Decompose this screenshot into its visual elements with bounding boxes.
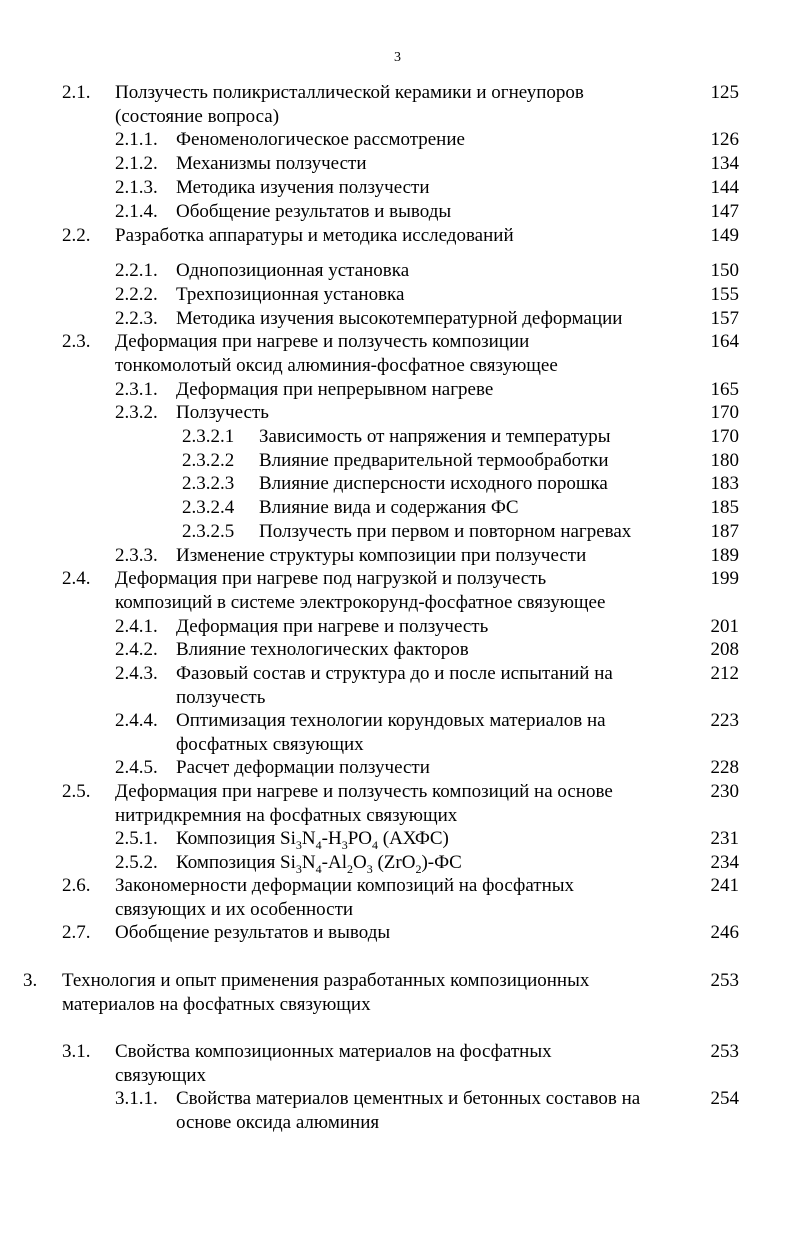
toc-entry-title (259, 496, 699, 520)
toc-entry-title (115, 1040, 695, 1088)
toc-entry (0, 780, 795, 826)
toc-entry (0, 520, 795, 544)
toc-entry-title (176, 544, 696, 568)
toc-entry-page: 149 (710, 225, 739, 246)
toc-entry-number: 2.1.3. (115, 177, 158, 198)
toc-entry-title-line: Феноменологическое рассмотрение (176, 129, 465, 150)
toc-entry (0, 756, 795, 780)
toc-entry (0, 152, 795, 176)
toc-entry-title (115, 567, 695, 615)
toc-entry-title (176, 152, 696, 176)
toc-entry (0, 567, 795, 613)
toc-entry-title-line: Методика изучения ползучести (176, 177, 430, 198)
toc-entry (0, 259, 795, 283)
toc-entry-title-line: Ползучесть поликристаллической керамики и огнеупоров (115, 82, 584, 103)
toc-entry-title (115, 330, 695, 378)
page-number: 3 (394, 50, 401, 65)
toc-entry-title-line: Расчет деформации ползучести (176, 757, 430, 778)
toc-entry-page: 144 (710, 177, 739, 198)
toc-entry-title (176, 259, 696, 283)
toc-entry-title-line: тонкомолотый оксид алюминия-фосфатное связующее (115, 355, 558, 376)
toc-entry-number: 2.2. (62, 225, 91, 246)
toc-entry-title-line: Оптимизация технологии корундовых материалов на (176, 710, 606, 731)
toc-entry-number: 2.2.3. (115, 308, 158, 329)
toc-entry (0, 224, 795, 248)
toc-entry-title-line: Разработка аппаратуры и методика исследований (115, 225, 514, 246)
toc-entry-page: 180 (710, 450, 739, 471)
toc-entry-title-line: Свойства композиционных материалов на фосфатных (115, 1041, 552, 1062)
toc-entry-title (176, 709, 696, 757)
toc-entry-title (115, 874, 695, 922)
toc-entry (0, 307, 795, 331)
toc-entry (0, 662, 795, 708)
toc-entry-title-line: (состояние вопроса) (115, 106, 280, 127)
toc-entry-title (62, 969, 692, 1017)
toc-entry (0, 1040, 795, 1086)
toc-entry-title-line: Деформация при нагреве и ползучесть композиций на основе (115, 781, 613, 802)
toc-entry-number: 2.3.2.1 (182, 426, 235, 447)
toc-entry-title (176, 615, 696, 639)
toc-entry-number: 2.4.5. (115, 757, 158, 778)
toc-entry (0, 709, 795, 755)
toc-entry-number: 2.3.2.3 (182, 473, 235, 494)
toc-entry-title-line: Ползучесть (176, 402, 269, 423)
toc-entry-page: 170 (710, 402, 739, 423)
toc-entry-number: 2.4.1. (115, 616, 158, 637)
toc-entry (0, 378, 795, 402)
toc-entry-title-line: Деформация при нагреве и ползучесть (176, 616, 489, 637)
toc-entry-title-line: Зависимость от напряжения и температуры (259, 426, 611, 447)
toc-entry-number: 2.4.4. (115, 710, 158, 731)
toc-entry-number: 2.3.2. (115, 402, 158, 423)
toc-entry-title (115, 224, 695, 248)
toc-entry-title-line: Трехпозиционная установка (176, 284, 405, 305)
toc-entry (0, 827, 795, 851)
toc-entry-number: 2.1.4. (115, 201, 158, 222)
toc-entry-title (176, 401, 696, 425)
toc-entry-page: 231 (710, 828, 739, 849)
toc-entry-title (176, 307, 696, 331)
toc-entry-number: 2.1.1. (115, 129, 158, 150)
toc-entry-number: 2.3. (62, 331, 91, 352)
toc-entry (0, 81, 795, 127)
toc-entry-page: 125 (710, 82, 739, 103)
toc-entry (0, 449, 795, 473)
toc-entry-number: 2.4. (62, 568, 91, 589)
toc-entry (0, 330, 795, 376)
toc-entry-page: 223 (710, 710, 739, 731)
toc-entry-title (259, 449, 699, 473)
toc-entry-number: 2.3.2.2 (182, 450, 235, 471)
toc-entry-title-line: связующих (115, 1065, 206, 1086)
toc-entry-title (176, 283, 696, 307)
toc-entry-title-line: ползучесть (176, 687, 266, 708)
toc-entry-title (176, 176, 696, 200)
toc-entry-page: 134 (710, 153, 739, 174)
toc-entry-number: 2.3.3. (115, 545, 158, 566)
toc-entry-title-line: Свойства материалов цементных и бетонных составов на (176, 1088, 641, 1109)
toc-entry-title-line: Фазовый состав и структура до и после испытаний на (176, 663, 613, 684)
toc-entry-title (176, 128, 696, 152)
toc-entry-title: Композиция $Si_3N_4-H_3PO_4$ (АХФС) (176, 828, 449, 852)
toc-entry-number: 2.2.1. (115, 260, 158, 281)
toc-entry-page: 164 (710, 331, 739, 352)
toc-entry-title-line: Деформация при непрерывном нагреве (176, 379, 494, 400)
toc-entry (0, 496, 795, 520)
toc-entry-page: 230 (710, 781, 739, 802)
toc-entry-number: 2.3.1. (115, 379, 158, 400)
toc-entry-page: 241 (710, 875, 739, 896)
toc-entry-number: 2.4.3. (115, 663, 158, 684)
toc-entry-title (176, 638, 696, 662)
toc-entry-title-line: Обобщение результатов и выводы (176, 201, 452, 222)
toc-entry (0, 200, 795, 224)
toc-entry-title (115, 921, 695, 945)
toc-entry-title-line: Деформация при нагреве и ползучесть композиции (115, 331, 530, 352)
toc-entry-page: 150 (710, 260, 739, 281)
toc-entry-page: 201 (710, 616, 739, 637)
toc-entry-number: 2.6. (62, 875, 91, 896)
toc-entry (0, 969, 795, 1015)
toc-entry-number: 2.3.2.5 (182, 521, 235, 542)
toc-entry-title-line: Ползучесть при первом и повторном нагревах (259, 521, 632, 542)
toc-entry (0, 176, 795, 200)
toc-entry-number: 2.3.2.4 (182, 497, 235, 518)
toc-entry-page: 246 (710, 922, 739, 943)
toc-entry-page: 170 (710, 426, 739, 447)
toc-entry-title-line: нитридкремния на фосфатных связующих (115, 805, 458, 826)
toc-entry-title-line: Влияние вида и содержания ФС (259, 497, 519, 518)
toc-entry-page: 183 (710, 473, 739, 494)
toc-entry-page: 157 (710, 308, 739, 329)
toc-entry-number: 2.5. (62, 781, 91, 802)
toc-entry (0, 851, 795, 875)
toc-entry-page: 199 (710, 568, 739, 589)
toc-entry (0, 544, 795, 568)
toc-entry-number: 2.7. (62, 922, 91, 943)
toc-entry-title-line: Влияние предварительной термообработки (259, 450, 609, 471)
toc-entry-title-line: фосфатных связующих (176, 734, 364, 755)
toc-entry-title-line: Влияние технологических факторов (176, 639, 469, 660)
toc-entry-page: 228 (710, 757, 739, 778)
toc-entry-page: 254 (710, 1088, 739, 1109)
toc-entry-number: 2.5.1. (115, 828, 158, 849)
toc-entry-page: 208 (710, 639, 739, 660)
toc-entry-title (115, 81, 695, 129)
toc-entry-page: 189 (710, 545, 739, 566)
toc-entry-page: 212 (710, 663, 739, 684)
toc-entry-number: 3. (23, 970, 38, 991)
toc-entry-page: 253 (710, 970, 739, 991)
toc-entry (0, 401, 795, 425)
toc-entry (0, 472, 795, 496)
toc-entry-number: 2.1. (62, 82, 91, 103)
toc-entry (0, 615, 795, 639)
toc-entry-title-line: Изменение структуры композиции при ползучести (176, 545, 587, 566)
toc-entry-title (259, 425, 699, 449)
toc-entry-title-line: Обобщение результатов и выводы (115, 922, 391, 943)
toc-entry-page: 187 (710, 521, 739, 542)
toc-entry-title-line: материалов на фосфатных связующих (62, 994, 371, 1015)
toc-entry-title (259, 472, 699, 496)
toc-entry-title-line: Методика изучения высокотемпературной деформации (176, 308, 623, 329)
toc-entry-title (176, 662, 696, 710)
toc-entry (0, 283, 795, 307)
toc-entry-page: 185 (710, 497, 739, 518)
toc-entry-number: 2.2.2. (115, 284, 158, 305)
toc-entry-title-line: связующих и их особенности (115, 899, 354, 920)
toc-entry (0, 425, 795, 449)
toc-entry-title (176, 378, 696, 402)
toc-entry-title-line: основе оксида алюминия (176, 1112, 380, 1133)
toc-entry-page: 155 (710, 284, 739, 305)
toc-entry-page: 147 (710, 201, 739, 222)
toc-entry-title-line: Влияние дисперсности исходного порошка (259, 473, 608, 494)
toc-entry-number: 3.1. (62, 1041, 91, 1062)
toc-entry-number: 3.1.1. (115, 1088, 158, 1109)
toc-entry-title-line: Механизмы ползучести (176, 153, 367, 174)
toc-entry-page: 234 (710, 852, 739, 873)
toc-entry (0, 638, 795, 662)
toc-entry-title: Композиция $Si_3N_4-Al_2O_3$ (ZrO$_2$)-ФС (176, 852, 462, 876)
toc-entry-page: 165 (710, 379, 739, 400)
toc-entry-number: 2.1.2. (115, 153, 158, 174)
toc-entry-title-line: Закономерности деформации композиций на фосфатных (115, 875, 575, 896)
toc-entry-number: 2.5.2. (115, 852, 158, 873)
toc-entry-title-line: Однопозиционная установка (176, 260, 410, 281)
toc-entry (0, 874, 795, 920)
toc-entry (0, 921, 795, 945)
toc-entry-title (176, 756, 696, 780)
toc-entry-title-line: Технология и опыт применения разработанных композиционных (62, 970, 590, 991)
toc-entry (0, 128, 795, 152)
toc-entry-title (115, 780, 695, 828)
toc-entry (0, 1087, 795, 1133)
toc-entry-page: 126 (710, 129, 739, 150)
toc-entry-title (259, 520, 699, 544)
toc-entry-number: 2.4.2. (115, 639, 158, 660)
toc-entry-title (176, 200, 696, 224)
toc-entry-title-line: Деформация при нагреве под нагрузкой и ползучесть (115, 568, 547, 589)
toc-entry-page: 253 (710, 1041, 739, 1062)
toc-entry-title-line: композиций в системе электрокорунд-фосфатное связующее (115, 592, 606, 613)
toc-entry-title (176, 1087, 696, 1135)
